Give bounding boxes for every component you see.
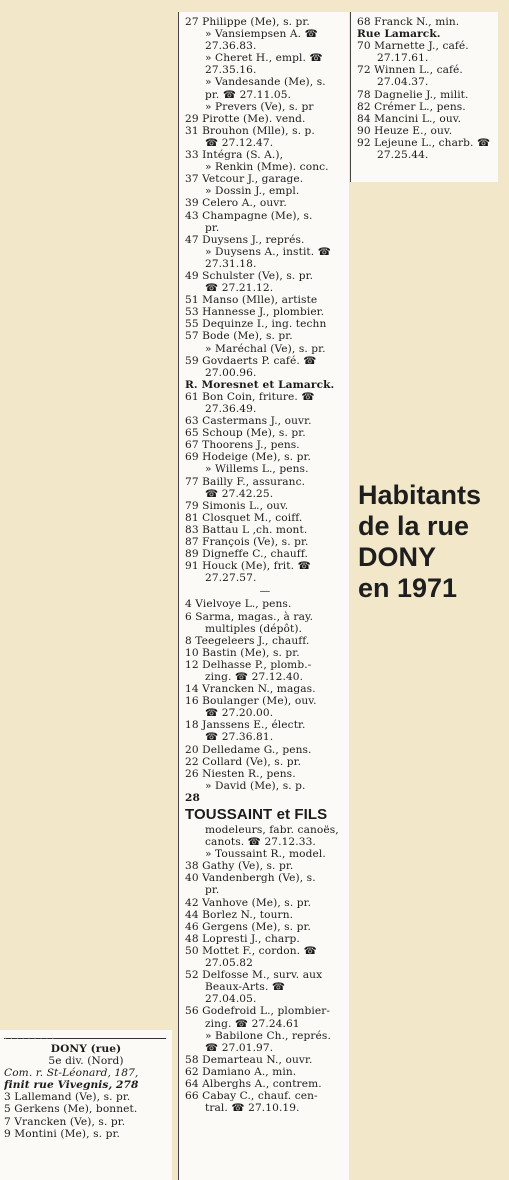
resident-entry: 31 Brouhon (Mlle), s. p. — [185, 124, 315, 137]
resident-entry: 38 Gathy (Ve), s. pr. — [185, 860, 294, 873]
resident-entry: 3 Lallemand (Ve), s. pr. — [4, 1091, 131, 1104]
street-header-block — [0, 1030, 172, 1180]
resident-entry: 90 Heuze E., ouv. — [357, 124, 453, 137]
caption — [358, 480, 506, 604]
resident-entry: 53 Hannesse J., plombier. — [185, 306, 325, 319]
directory-column-main — [178, 12, 349, 1180]
caption-line: en 1971 — [358, 573, 458, 603]
resident-entry: 27.25.44. — [377, 149, 429, 162]
resident-entry: 27.00.96. — [205, 366, 257, 379]
resident-entry: ☎ 27.42.25. — [205, 487, 274, 500]
directory-column-right — [350, 12, 498, 182]
resident-entry: » Cheret H., empl. ☎ — [205, 52, 323, 65]
resident-entry: 42 Vanhove (Me), s. pr. — [185, 896, 312, 909]
resident-entry: zing. ☎ 27.24.61 — [205, 1017, 300, 1030]
resident-entry: ☎ 27.21.12. — [205, 282, 274, 295]
resident-entry: 78 Dagnelie J., milit. — [357, 88, 469, 101]
resident-entry: 87 François (Ve), s. pr. — [185, 536, 309, 549]
resident-entry: 70 Marnette J., café. — [357, 40, 469, 53]
resident-entry: 27 Philippe (Me), s. pr. — [185, 16, 310, 28]
resident-entry: 5 Gerkens (Me), bonnet. — [4, 1103, 138, 1116]
resident-entry: » Renkin (Mme). conc. — [205, 161, 329, 174]
resident-entry: » Maréchal (Ve), s. pr. — [205, 342, 326, 355]
resident-entry: 27.36.83. — [205, 40, 257, 53]
resident-entry: 43 Champagne (Me), s. — [185, 209, 313, 222]
resident-entry: » Willems L., pens. — [205, 463, 309, 476]
caption-line: DONY — [358, 542, 437, 572]
resident-entry: Beaux-Arts. ☎ — [205, 981, 286, 994]
resident-entry: 46 Gergens (Me), s. pr. — [185, 920, 311, 933]
resident-entry: 91 Houck (Me), frit. ☎ — [185, 560, 311, 573]
resident-entry: 55 Dequinze I., ing. techn — [185, 318, 327, 331]
resident-entry: 63 Castermans J., ouvr. — [185, 415, 312, 428]
resident-entry: 66 Cabay C., chauf. cen- — [185, 1090, 318, 1103]
resident-entry: » Prevers (Ve), s. pr — [205, 100, 314, 113]
resident-entry: 27.36.49. — [205, 403, 257, 415]
resident-entry: 59 Govdaerts P. café. ☎ — [185, 354, 317, 367]
resident-entry: » David (Me), s. p. — [205, 779, 306, 792]
resident-entry: 57 Bode (Me), s. pr. — [185, 330, 293, 343]
resident-entry: 20 Delledame G., pens. — [185, 743, 312, 756]
resident-entry: canots. ☎ 27.12.33. — [205, 836, 316, 849]
street-end: finit rue Vivegnis, 278 — [4, 1079, 139, 1092]
resident-entry: 9 Montini (Me), s. pr. — [4, 1127, 120, 1140]
resident-entry: 16 Boulanger (Me), ouv. — [185, 695, 317, 708]
resident-entry: modeleurs, fabr. canoës, — [205, 824, 339, 836]
resident-entry: 27.05.82 — [205, 957, 253, 970]
resident-entry: 14 Vrancken N., magas. — [185, 683, 316, 696]
resident-entry: ☎ 27.20.00. — [205, 707, 274, 720]
resident-entry: 62 Damiano A., min. — [185, 1065, 297, 1078]
resident-entry: 72 Winnen L., café. — [357, 64, 463, 77]
resident-entry: ☎ 27.12.47. — [205, 136, 274, 149]
resident-entry: 40 Vandenbergh (Ve), s. — [185, 872, 316, 885]
resident-entry: 77 Bailly F., assuranc. — [185, 475, 306, 488]
street-title: DONY (rue) — [50, 1043, 122, 1055]
street-section-header: 28 — [185, 791, 200, 804]
resident-entry: 27.31.18. — [205, 257, 257, 270]
business-heading: TOUSSAINT et FILS — [185, 806, 328, 823]
street-division: 5e div. (Nord) — [48, 1055, 124, 1068]
resident-entry: zing. ☎ 27.12.40. — [205, 670, 304, 683]
resident-entry: 68 Franck N., min. — [357, 16, 460, 28]
resident-entry: 29 Pirotte (Me). vend. — [185, 112, 306, 125]
resident-entry: 37 Vetcour J., garage. — [185, 173, 304, 186]
resident-entry: 27.04.05. — [205, 993, 257, 1006]
cut-off-line: . . . . . . . . . — [4, 1034, 55, 1040]
resident-entry: » Dossin J., empl. — [205, 185, 300, 198]
resident-entry: tral. ☎ 27.10.19. — [205, 1102, 300, 1115]
resident-entry: 33 Intégra (S. A.), — [185, 149, 284, 162]
resident-entry: 27.35.16. — [205, 64, 257, 77]
resident-entry: 26 Niesten R., pens. — [185, 767, 296, 780]
resident-entry: — — [259, 585, 271, 598]
resident-entry: 27.27.57. — [205, 572, 257, 585]
resident-entry: 22 Collard (Ve), s. pr. — [185, 755, 302, 768]
caption-line: Habitants — [358, 480, 482, 510]
resident-entry: 65 Schoup (Me), s. pr. — [185, 427, 306, 440]
street-section-header: R. Moresnet et Lamarck. — [185, 378, 335, 391]
resident-entry: 7 Vrancken (Ve), s. pr. — [4, 1115, 126, 1128]
resident-entry: 44 Borlez N., tourn. — [185, 908, 294, 921]
resident-entry: 50 Mottet F., cordon. ☎ — [185, 944, 317, 957]
resident-entry: 27.04.37. — [377, 76, 429, 89]
resident-entry: » Toussaint R., model. — [205, 848, 326, 861]
resident-entry: 58 Demarteau N., ouvr. — [185, 1053, 313, 1066]
street-start: Com. r. St-Léonard, 187, — [4, 1067, 139, 1080]
resident-entry: » Babilone Ch., représ. — [205, 1029, 331, 1042]
resident-entry: » Vandesande (Me), s. — [205, 76, 326, 89]
resident-entry: pr. — [205, 221, 220, 234]
resident-entry: » Vansiempsen A. ☎ — [205, 28, 318, 41]
resident-entry: 79 Simonis L., ouv. — [185, 499, 289, 512]
resident-entry: pr. ☎ 27.11.05. — [205, 88, 292, 101]
resident-entry: 82 Crémer L., pens. — [357, 100, 466, 113]
resident-entry: 81 Closquet M., coiff. — [185, 511, 303, 524]
resident-entry: 27.17.61. — [377, 52, 429, 65]
resident-entry: 56 Godefroid L., plombier- — [185, 1005, 331, 1018]
resident-entry: 61 Bon Coin, friture. ☎ — [185, 390, 315, 403]
resident-entry: » Duysens A., instit. ☎ — [205, 245, 332, 258]
resident-entry: 18 Janssens E., électr. — [185, 719, 306, 732]
resident-entry: 89 Digneffe C., chauff. — [185, 548, 308, 561]
resident-entry: 48 Lopresti J., charp. — [185, 932, 300, 945]
resident-entry: 64 Alberghs A., contrem. — [185, 1077, 322, 1090]
resident-entry: 4 Vielvoye L., pens. — [185, 598, 292, 611]
resident-entry: 52 Delfosse M., surv. aux — [185, 969, 323, 982]
resident-entry: 8 Teegeleers J., chauff. — [185, 634, 310, 647]
resident-entry: 84 Mancini L., ouv. — [357, 112, 462, 125]
street-section-header: Rue Lamarck. — [357, 28, 441, 41]
resident-entry: ☎ 27.01.97. — [205, 1041, 274, 1054]
resident-entry: 83 Battau L ,ch. mont. — [185, 523, 308, 536]
resident-entry: 92 Lejeune L., charb. ☎ — [357, 136, 491, 149]
resident-entry: multiples (dépôt). — [205, 622, 303, 635]
resident-entry: 67 Thoorens J., pens. — [185, 439, 300, 452]
resident-entry: 49 Schulster (Ve), s. pr. — [185, 269, 314, 282]
resident-entry: 12 Delhasse P., plomb.- — [185, 658, 312, 671]
resident-entry: 39 Celero A., ouvr. — [185, 197, 287, 210]
resident-entry: 69 Hodeige (Me), s. pr. — [185, 451, 311, 464]
resident-entry: 51 Manso (Mlle), artiste — [185, 294, 318, 307]
resident-entry: 6 Sarma, magas., à ray. — [185, 610, 314, 623]
resident-entry: 10 Bastin (Me), s. pr. — [185, 646, 300, 659]
resident-entry: ☎ 27.36.81. — [205, 731, 274, 744]
resident-entry: 47 Duysens J., représ. — [185, 233, 305, 246]
resident-entry: pr. — [205, 884, 220, 897]
caption-line: de la rue — [358, 511, 470, 541]
